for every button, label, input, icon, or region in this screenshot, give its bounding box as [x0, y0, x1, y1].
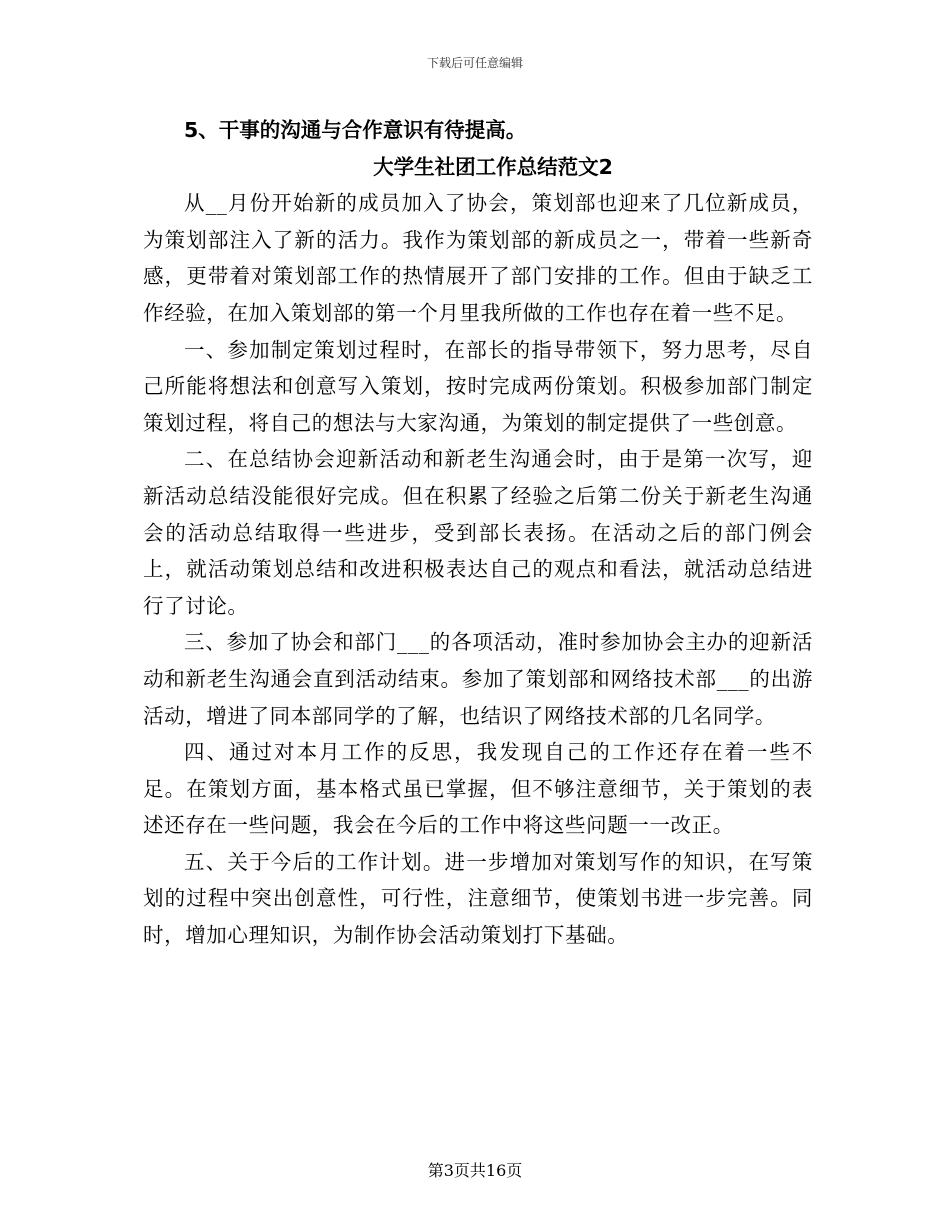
numbered-item: 5、干事的沟通与合作意识有待提高。 — [184, 118, 527, 142]
paragraph-item-4: 四、通过对本月工作的反思，我发现自己的工作还存在着一些不足。在策划方面，基本格式虽已掌握，但不够注意细节，关于策划的表述还存在一些问题，我会在今后的工作中将这些问题一一改正。 — [143, 740, 813, 838]
page-footer: 第3页共16页 — [427, 1161, 523, 1180]
paragraph-intro: 从__月份开始新的成员加入了协会，策划部也迎来了几位新成员，为策划部注入了新的活力。我作为策划部的新成员之一，带着一些新奇感，更带着对策划部工作的热情展开了部门安排的工作。但由于缺乏工作经验，在加入策划部的第一个月里我所做的工作也存在着一些不足。 — [143, 191, 813, 325]
paragraph-item-1: 一、参加制定策划过程时，在部长的指导带领下，努力思考，尽自己所能将想法和创意写入策划，按时完成两份策划。积极参加部门制定策划过程，将自己的想法与大家沟通，为策划的制定提供了一些创意。 — [143, 337, 813, 435]
paragraph-item-3: 三、参加了协会和部门___的各项活动，准时参加协会主办的迎新活动和新老生沟通会直到活动结束。参加了策划部和网络技术部___的出游活动，增进了同本部同学的了解，也结识了网络技术部的几名同学。 — [143, 630, 813, 728]
paragraph-item-5: 五、关于今后的工作计划。进一步增加对策划写作的知识，在写策划的过程中突出创意性，可行性，注意细节，使策划书进一步完善。同时，增加心理知识，为制作协会活动策划打下基础。 — [143, 849, 813, 948]
paragraph-item-2: 二、在总结协会迎新活动和新老生沟通会时，由于是第一次写，迎新活动总结没能很好完成。但在积累了经验之后第二份关于新老生沟通会的活动总结取得一些进步，受到部长表扬。在活动之后的部门例会上，就活动策划总结和改进积极表达自己的观点和看法，就活动总结进行了讨论。 — [143, 447, 813, 618]
document-body — [143, 112, 813, 954]
page-header: 下载后可任意编辑 — [426, 56, 523, 70]
document-title: 大学生社团工作总结范文2 — [373, 154, 613, 179]
